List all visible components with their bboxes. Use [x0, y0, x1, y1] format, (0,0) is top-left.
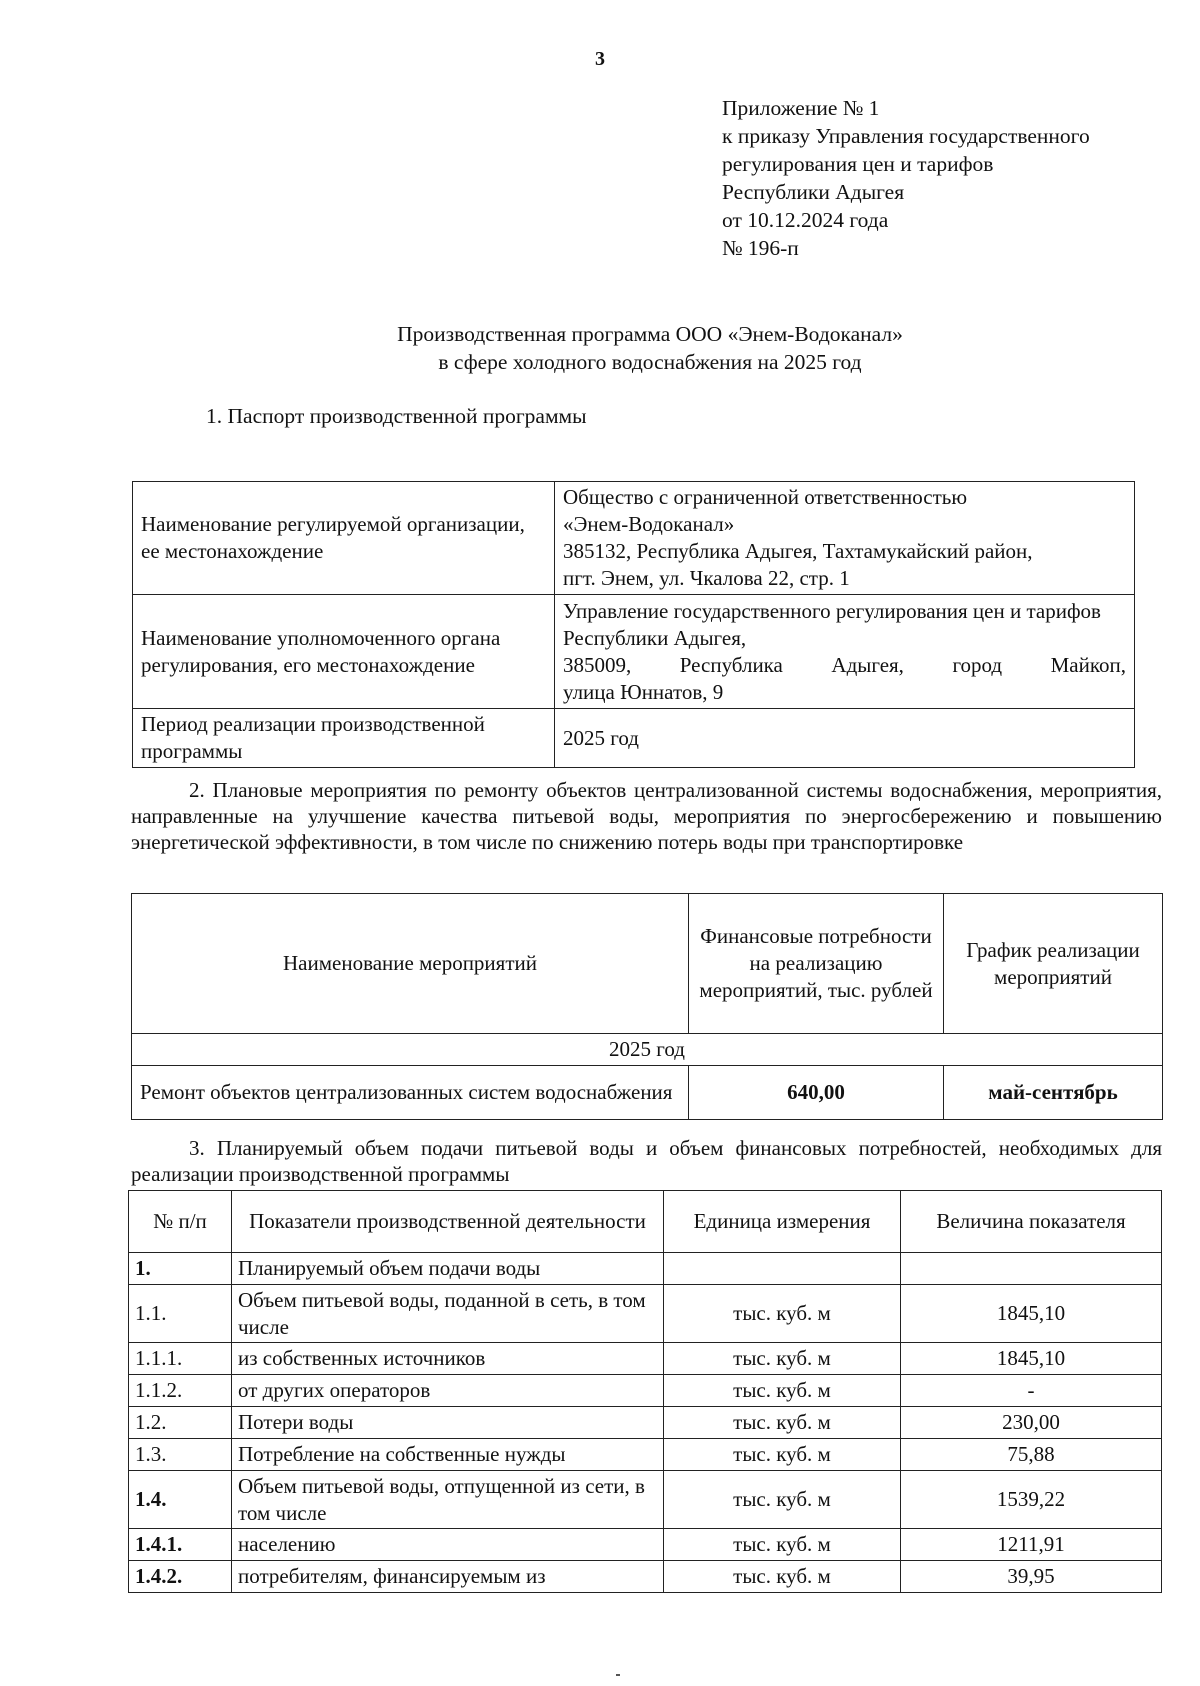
- row-value: 1845,10: [901, 1343, 1162, 1375]
- row-unit: [664, 1253, 901, 1285]
- appendix-line: Приложение № 1: [722, 96, 880, 120]
- row-indicator: Объем питьевой воды, отпущенной из сети, в том числе: [232, 1471, 664, 1529]
- row-num: 1.4.: [129, 1471, 232, 1529]
- row-indicator: Объем питьевой воды, поданной в сеть, в том числе: [232, 1285, 664, 1343]
- table-row: [129, 1529, 1162, 1561]
- table-row: [129, 1561, 1162, 1593]
- appendix-line: Республики Адыгея: [722, 180, 905, 204]
- measure-schedule: май-сентябрь: [944, 1066, 1163, 1120]
- section-3-text: 3. Планируемый объем подачи питьевой воды и объем финансовых потребностей, необходимых для реализации производственной программы: [131, 1136, 1162, 1186]
- table-row: [133, 709, 1135, 768]
- passport-value-line: 385132, Республика Адыгея, Тахтамукайский район,: [563, 539, 1033, 563]
- table-row: [129, 1375, 1162, 1407]
- measure-name: Ремонт объектов централизованных систем водоснабжения: [132, 1066, 689, 1120]
- passport-value: [555, 482, 1135, 595]
- table-row: [129, 1471, 1162, 1529]
- appendix-line: регулирования цен и тарифов: [722, 152, 994, 176]
- section-2-text: 2. Плановые мероприятия по ремонту объектов централизованной системы водоснабжения, мероприятия, направленные на улучшение качества питьевой воды, мероприятия по энергосбережению и повышению энергетической эффективности, в том числе по снижению потерь воды при транспортировке: [131, 778, 1162, 854]
- row-indicator: от других операторов: [232, 1375, 664, 1407]
- title-line-2: в сфере холодного водоснабжения на 2025 год: [438, 350, 862, 374]
- table-row: [132, 1066, 1163, 1120]
- row-indicator: Потери воды: [232, 1407, 664, 1439]
- col-header-num: № п/п: [129, 1191, 232, 1253]
- page-number: 3: [595, 48, 605, 70]
- appendix-line: от 10.12.2024 года: [722, 208, 889, 232]
- col-header-name: Наименование мероприятий: [132, 894, 689, 1034]
- passport-value-line: 385009, Республика Адыгея, город Майкоп,: [563, 652, 1126, 677]
- row-value: [901, 1253, 1162, 1285]
- appendix-line: № 196-п: [722, 236, 799, 260]
- col-header-value: Величина показателя: [901, 1191, 1162, 1253]
- row-unit: тыс. куб. м: [664, 1529, 901, 1561]
- row-num: 1.4.2.: [129, 1561, 232, 1593]
- row-num: 1.1.2.: [129, 1375, 232, 1407]
- row-num: 1.3.: [129, 1439, 232, 1471]
- title-line-1: Производственная программа ООО «Энем-Водоканал»: [397, 322, 903, 346]
- row-indicator: населению: [232, 1529, 664, 1561]
- row-unit: тыс. куб. м: [664, 1471, 901, 1529]
- row-indicator: из собственных источников: [232, 1343, 664, 1375]
- passport-value-line: Общество с ограниченной ответственностью: [563, 485, 968, 509]
- table-header-row: [129, 1191, 1162, 1253]
- document-title: [120, 320, 1180, 376]
- measure-finance: 640,00: [689, 1066, 944, 1120]
- passport-label: Наименование уполномоченного органа регулирования, его местонахождение: [133, 595, 555, 709]
- passport-value-line: улица Юннатов, 9: [563, 679, 724, 704]
- row-value: 39,95: [901, 1561, 1162, 1593]
- section-2-heading: [131, 777, 1162, 855]
- row-value: 230,00: [901, 1407, 1162, 1439]
- year-row: 2025 год: [132, 1034, 1163, 1066]
- passport-label: Период реализации производственной программы: [133, 709, 555, 768]
- row-unit: тыс. куб. м: [664, 1285, 901, 1343]
- table-row: [129, 1285, 1162, 1343]
- table-row: [129, 1343, 1162, 1375]
- row-num: 1.2.: [129, 1407, 232, 1439]
- col-header-indicator: Показатели производственной деятельности: [232, 1191, 664, 1253]
- row-num: 1.: [129, 1253, 232, 1285]
- appendix-line: к приказу Управления государственного: [722, 124, 1090, 148]
- table-row: [133, 595, 1135, 709]
- table-row: [129, 1253, 1162, 1285]
- section-1-heading: 1. Паспорт производственной программы: [206, 404, 587, 428]
- col-header-finance: Финансовые потребности на реализацию мероприятий, тыс. рублей: [689, 894, 944, 1034]
- row-num: 1.1.: [129, 1285, 232, 1343]
- row-unit: тыс. куб. м: [664, 1439, 901, 1471]
- row-value: 75,88: [901, 1439, 1162, 1471]
- col-header-schedule: График реализации мероприятий: [944, 894, 1163, 1034]
- col-header-unit: Единица измерения: [664, 1191, 901, 1253]
- passport-value-line: пгт. Энем, ул. Чкалова 22, стр. 1: [563, 566, 850, 590]
- measures-table: [131, 893, 1163, 1120]
- row-value: 1845,10: [901, 1285, 1162, 1343]
- passport-value-line: Управление государственного регулирования цен и тарифов Республики Адыгея,: [563, 598, 1101, 650]
- passport-label: Наименование регулируемой организации, ее местонахождение: [133, 482, 555, 595]
- row-indicator: потребителям, финансируемым из: [232, 1561, 664, 1593]
- volume-table: [128, 1190, 1162, 1593]
- row-num: 1.1.1.: [129, 1343, 232, 1375]
- table-row: [129, 1407, 1162, 1439]
- row-unit: тыс. куб. м: [664, 1375, 901, 1407]
- row-value: 1539,22: [901, 1471, 1162, 1529]
- passport-value: [555, 595, 1135, 709]
- passport-table: [132, 481, 1135, 768]
- appendix-header: [722, 94, 1162, 262]
- row-indicator: Планируемый объем подачи воды: [232, 1253, 664, 1285]
- passport-value-line: «Энем-Водоканал»: [563, 512, 735, 536]
- row-unit: тыс. куб. м: [664, 1343, 901, 1375]
- row-num: 1.4.1.: [129, 1529, 232, 1561]
- table-row: [133, 482, 1135, 595]
- row-indicator: Потребление на собственные нужды: [232, 1439, 664, 1471]
- row-value: 1211,91: [901, 1529, 1162, 1561]
- row-unit: тыс. куб. м: [664, 1407, 901, 1439]
- row-unit: тыс. куб. м: [664, 1561, 901, 1593]
- section-3-heading: [131, 1135, 1162, 1187]
- table-header-row: [132, 894, 1163, 1034]
- page-mark: [616, 1674, 620, 1676]
- row-value: -: [901, 1375, 1162, 1407]
- passport-value: 2025 год: [555, 709, 1135, 768]
- table-row: [129, 1439, 1162, 1471]
- table-row: [132, 1034, 1163, 1066]
